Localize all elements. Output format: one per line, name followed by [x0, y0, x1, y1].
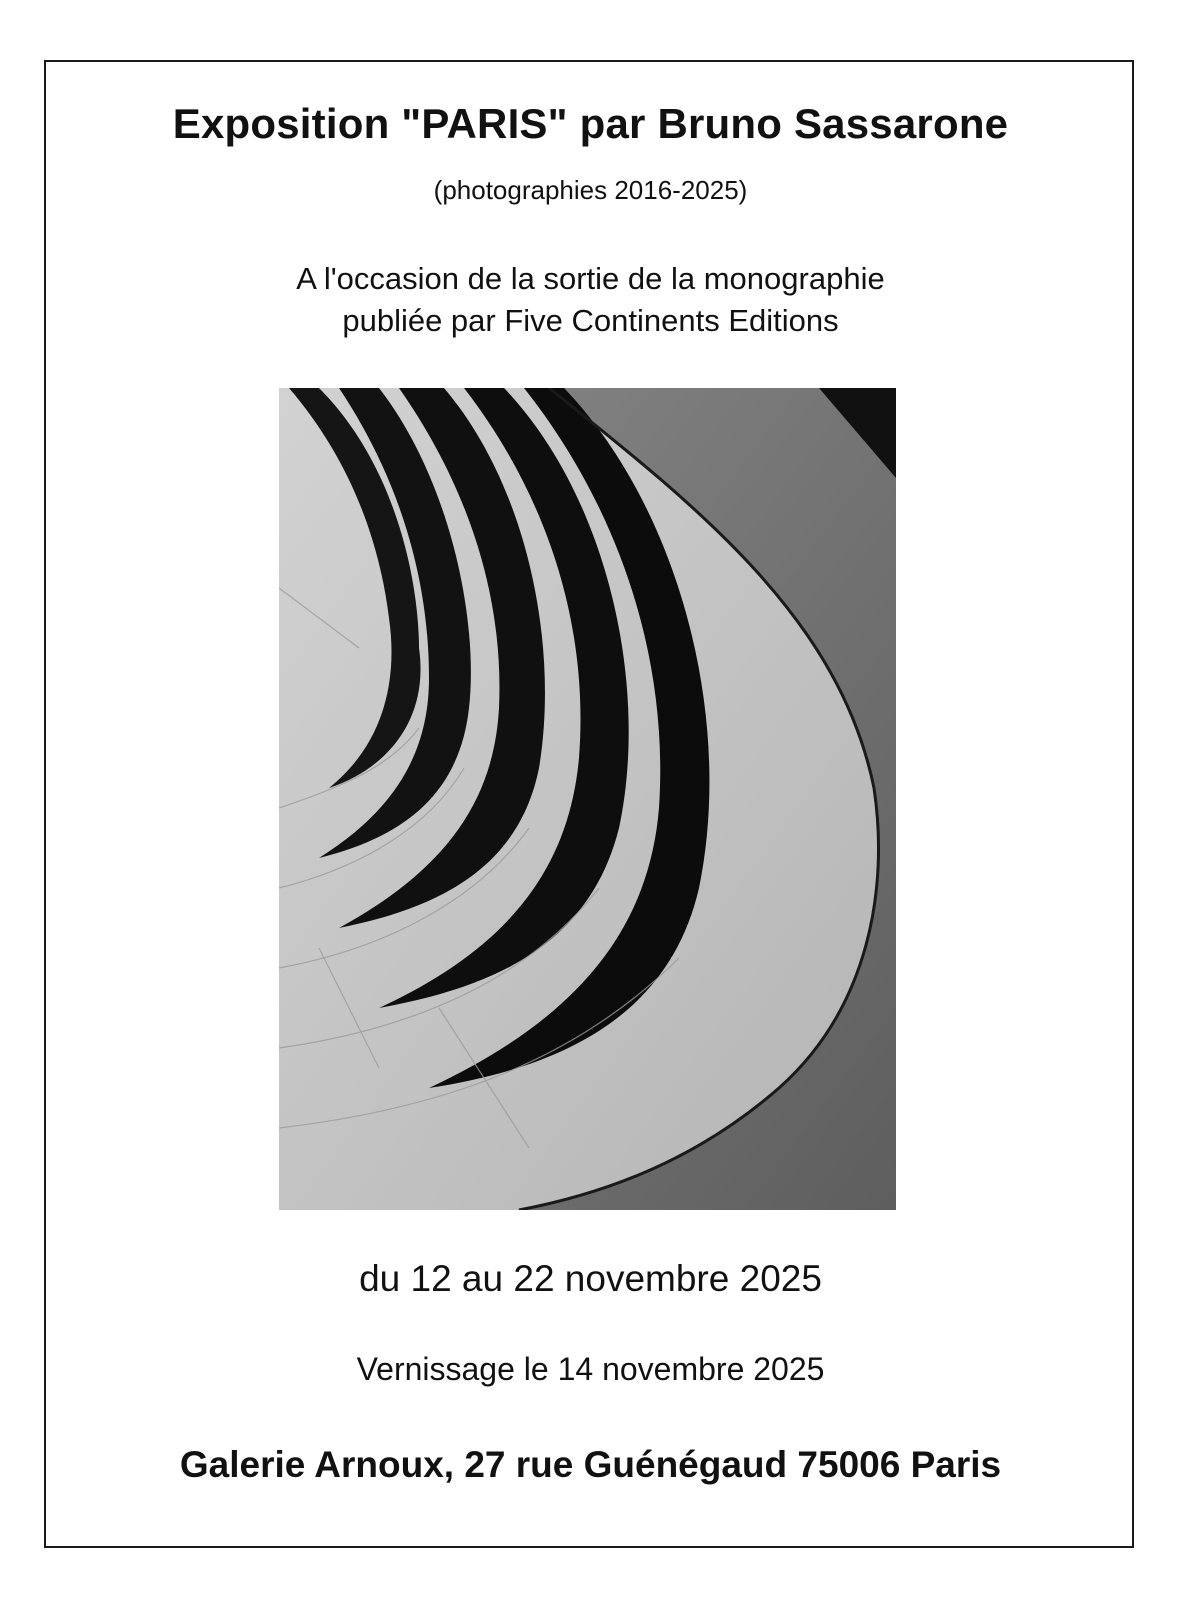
staircase-photo: [279, 388, 896, 1210]
poster-subtitle: (photographies 2016-2025): [433, 175, 748, 205]
occasion-text: [0, 258, 1181, 342]
occasion-line-2: publiée par Five Continents Editions: [342, 303, 839, 338]
occasion-line-1: A l'occasion de la sortie de la monographie: [296, 261, 885, 296]
poster-title: Exposition "PARIS" par Bruno Sassarone: [172, 100, 1009, 147]
gallery-address: Galerie Arnoux, 27 rue Guénégaud 75006 Paris: [179, 1444, 1002, 1485]
vernissage-date: Vernissage le 14 novembre 2025: [356, 1351, 825, 1387]
exhibition-dates: du 12 au 22 novembre 2025: [359, 1258, 822, 1299]
